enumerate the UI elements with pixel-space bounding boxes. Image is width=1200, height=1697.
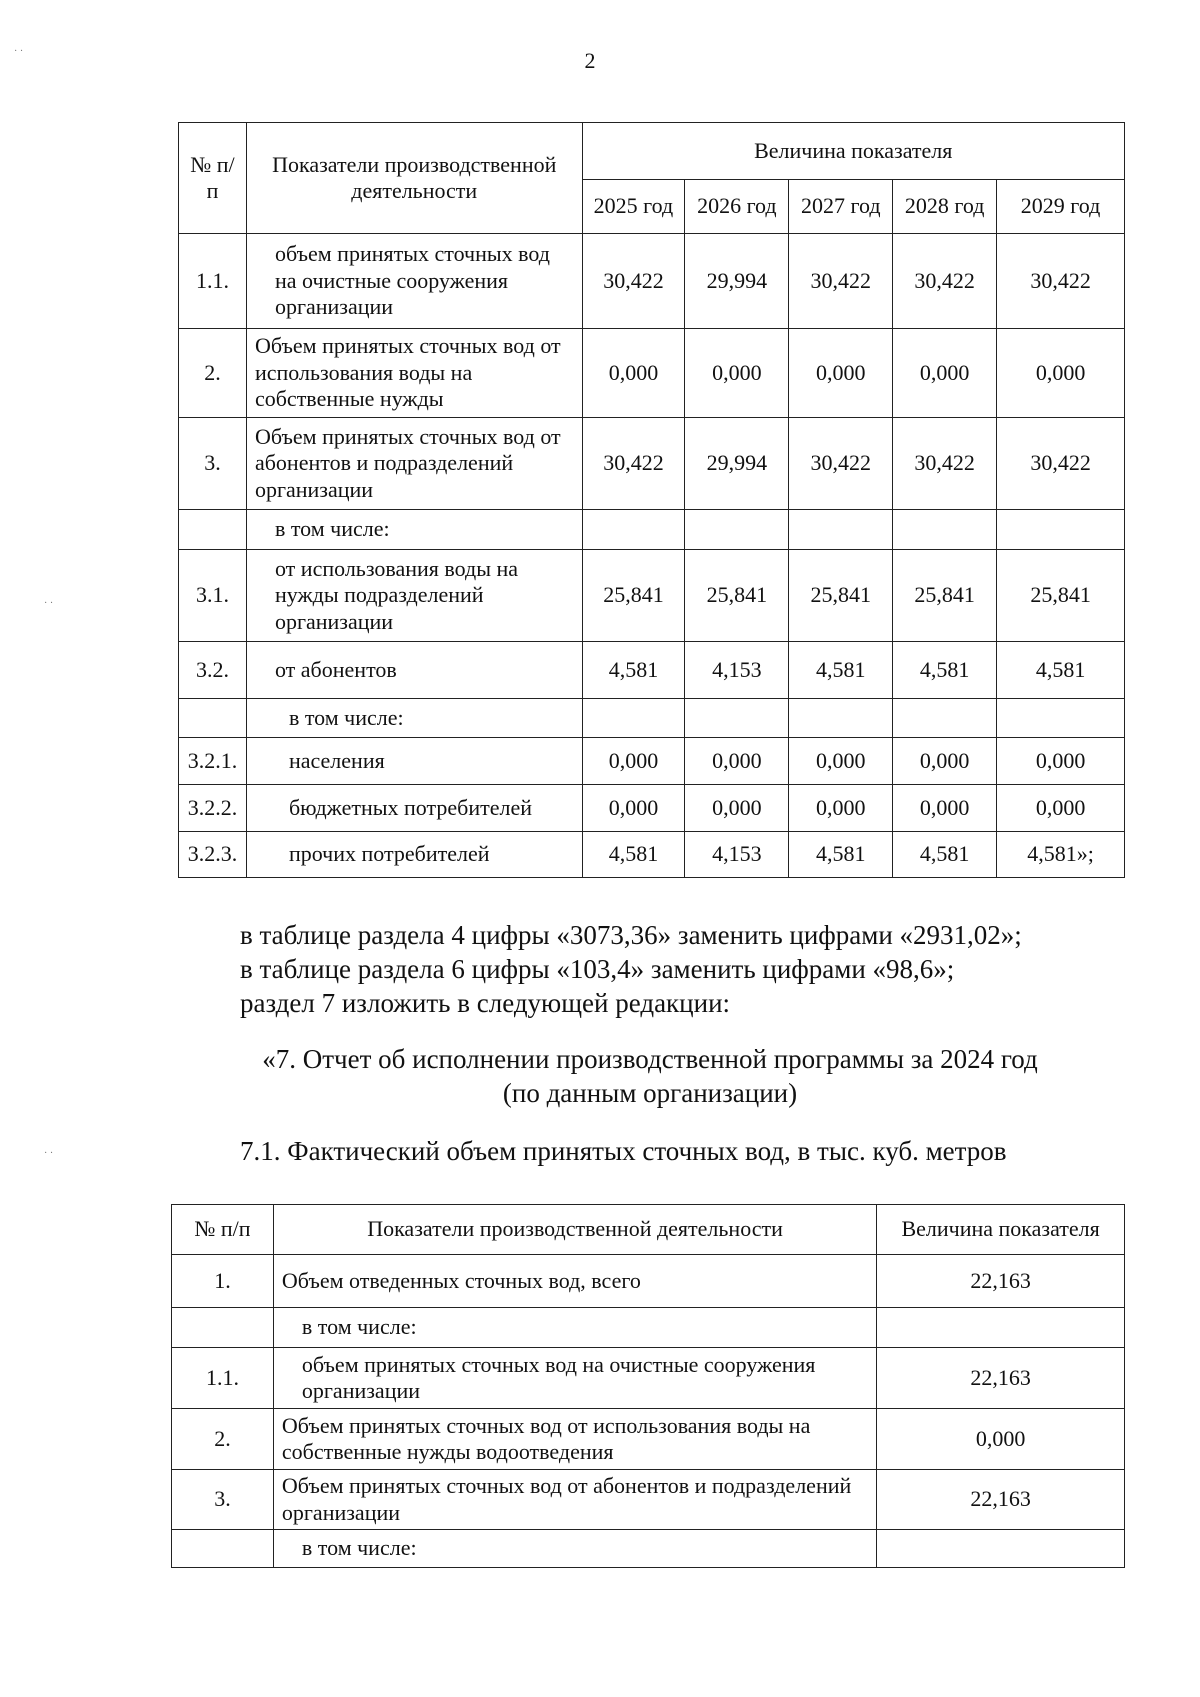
row-number xyxy=(172,1530,274,1568)
cell-value: 0,000 xyxy=(582,785,685,832)
cell-value: 25,841 xyxy=(685,550,789,642)
row-number: 2. xyxy=(179,329,247,418)
cell-value: 4,153 xyxy=(685,832,789,878)
cell-value: 0,000 xyxy=(893,785,997,832)
cell-value: 0,000 xyxy=(685,785,789,832)
table-row xyxy=(179,785,1125,832)
row-label: объем принятых сточных вод на очистные сооружения организации xyxy=(273,1348,876,1409)
cell-value: 22,163 xyxy=(877,1348,1125,1409)
column-header-number: № п/п xyxy=(172,1205,274,1255)
cell-value: 4,581 xyxy=(582,832,685,878)
column-header-year: 2027 год xyxy=(789,180,893,234)
cell-value: 30,422 xyxy=(789,234,893,329)
row-label: Объем принятых сточных вод от абонентов и подразделений организации xyxy=(246,418,582,510)
row-label: в том числе: xyxy=(273,1530,876,1568)
cell-value: 0,000 xyxy=(997,329,1125,418)
cell-value: 4,581 xyxy=(893,832,997,878)
cell-value xyxy=(893,699,997,738)
table-row xyxy=(179,510,1125,550)
cell-value: 4,581 xyxy=(997,642,1125,699)
cell-value: 0,000 xyxy=(877,1409,1125,1470)
column-header-number: № п/п xyxy=(179,123,247,234)
cell-value: 0,000 xyxy=(997,738,1125,785)
row-number: 3. xyxy=(172,1470,274,1530)
cell-value: 30,422 xyxy=(997,234,1125,329)
row-label: в том числе: xyxy=(273,1308,876,1348)
cell-value: 0,000 xyxy=(685,738,789,785)
row-number: 3.1. xyxy=(179,550,247,642)
cell-value: 0,000 xyxy=(893,329,997,418)
row-number: 1. xyxy=(172,1255,274,1308)
subsection-heading: 7.1. Фактический объем принятых сточных вод, в тыс. куб. метров xyxy=(240,1136,1007,1166)
table-row xyxy=(172,1255,1125,1308)
cell-value: 0,000 xyxy=(997,785,1125,832)
cell-value: 22,163 xyxy=(877,1470,1125,1530)
cell-value: 0,000 xyxy=(582,738,685,785)
cell-value: 25,841 xyxy=(893,550,997,642)
cell-value: 22,163 xyxy=(877,1255,1125,1308)
scan-speck: · · xyxy=(44,1148,54,1159)
table-row xyxy=(179,738,1125,785)
row-number: 1.1. xyxy=(172,1348,274,1409)
cell-value: 4,581 xyxy=(582,642,685,699)
cell-value: 29,994 xyxy=(685,234,789,329)
row-label: бюджетных потребителей xyxy=(246,785,582,832)
table-row xyxy=(172,1308,1125,1348)
table-row xyxy=(172,1409,1125,1470)
section-heading-line2: (по данным организации) xyxy=(502,1078,798,1108)
row-number: 2. xyxy=(172,1409,274,1470)
table-row xyxy=(179,418,1125,510)
production-indicators-table xyxy=(178,122,1125,878)
cell-value xyxy=(685,699,789,738)
row-number xyxy=(172,1308,274,1348)
row-number: 3.2.2. xyxy=(179,785,247,832)
cell-value: 4,153 xyxy=(685,642,789,699)
cell-value xyxy=(582,699,685,738)
cell-value: 25,841 xyxy=(997,550,1125,642)
amendment-paragraph: в таблице раздела 6 цифры «103,4» заменить цифрами «98,6»; xyxy=(240,954,955,984)
cell-value: 0,000 xyxy=(789,738,893,785)
section-heading-line1: «7. Отчет об исполнении производственной программы за 2024 год xyxy=(262,1044,1038,1074)
row-label: Объем отведенных сточных вод, всего xyxy=(273,1255,876,1308)
table-row xyxy=(179,642,1125,699)
cell-value xyxy=(685,510,789,550)
cell-value: 4,581 xyxy=(789,832,893,878)
cell-value: 4,581 xyxy=(893,642,997,699)
row-label: объем принятых сточных вод на очистные сооружения организации xyxy=(246,234,582,329)
table-row xyxy=(179,832,1125,878)
row-label: в том числе: xyxy=(246,699,582,738)
row-number: 3.2.3. xyxy=(179,832,247,878)
table-row xyxy=(179,329,1125,418)
cell-value: 0,000 xyxy=(685,329,789,418)
scan-speck: · · xyxy=(44,598,54,609)
cell-value xyxy=(997,699,1125,738)
row-label: Объем принятых сточных вод от абонентов и подразделений организации xyxy=(273,1470,876,1530)
row-label: Объем принятых сточных вод от использования воды на собственные нужды водоотведения xyxy=(273,1409,876,1470)
cell-value xyxy=(789,510,893,550)
cell-value xyxy=(997,510,1125,550)
actual-volume-table xyxy=(171,1204,1125,1568)
column-header-value-group: Величина показателя xyxy=(582,123,1125,180)
scan-speck: · · xyxy=(14,46,24,57)
cell-value xyxy=(789,699,893,738)
amendment-paragraph: в таблице раздела 4 цифры «3073,36» заменить цифрами «2931,02»; xyxy=(240,920,1022,950)
cell-value: 0,000 xyxy=(789,329,893,418)
row-number: 3.2.1. xyxy=(179,738,247,785)
column-header-year: 2026 год xyxy=(685,180,789,234)
cell-value xyxy=(893,510,997,550)
row-number: 1.1. xyxy=(179,234,247,329)
cell-value: 30,422 xyxy=(893,234,997,329)
column-header-indicator: Показатели производственной деятельности xyxy=(246,123,582,234)
cell-value xyxy=(877,1308,1125,1348)
cell-value: 4,581 xyxy=(789,642,893,699)
cell-value: 30,422 xyxy=(582,418,685,510)
row-label: от абонентов xyxy=(246,642,582,699)
column-header-year: 2025 год xyxy=(582,180,685,234)
table-row xyxy=(172,1530,1125,1568)
column-header-indicator: Показатели производственной деятельности xyxy=(273,1205,876,1255)
row-number xyxy=(179,510,247,550)
row-number xyxy=(179,699,247,738)
row-number: 3. xyxy=(179,418,247,510)
cell-value: 0,000 xyxy=(893,738,997,785)
row-number: 3.2. xyxy=(179,642,247,699)
cell-value: 0,000 xyxy=(789,785,893,832)
column-header-value: Величина показателя xyxy=(877,1205,1125,1255)
column-header-year: 2028 год xyxy=(893,180,997,234)
table-row xyxy=(179,550,1125,642)
cell-value: 29,994 xyxy=(685,418,789,510)
cell-value: 25,841 xyxy=(789,550,893,642)
amendment-paragraph: раздел 7 изложить в следующей редакции: xyxy=(240,988,731,1018)
cell-value: 25,841 xyxy=(582,550,685,642)
row-label: населения xyxy=(246,738,582,785)
row-label: Объем принятых сточных вод от использования воды на собственные нужды xyxy=(246,329,582,418)
cell-value xyxy=(877,1530,1125,1568)
row-label: прочих потребителей xyxy=(246,832,582,878)
table-row xyxy=(172,1348,1125,1409)
cell-value: 30,422 xyxy=(997,418,1125,510)
table-row xyxy=(179,699,1125,738)
table-row xyxy=(172,1470,1125,1530)
cell-value: 4,581»; xyxy=(997,832,1125,878)
cell-value: 0,000 xyxy=(582,329,685,418)
cell-value: 30,422 xyxy=(789,418,893,510)
cell-value xyxy=(582,510,685,550)
page-number: 2 xyxy=(584,48,596,73)
row-label: в том числе: xyxy=(246,510,582,550)
column-header-year: 2029 год xyxy=(997,180,1125,234)
table-row xyxy=(179,234,1125,329)
cell-value: 30,422 xyxy=(582,234,685,329)
cell-value: 30,422 xyxy=(893,418,997,510)
row-label: от использования воды на нужды подразделений организации xyxy=(246,550,582,642)
